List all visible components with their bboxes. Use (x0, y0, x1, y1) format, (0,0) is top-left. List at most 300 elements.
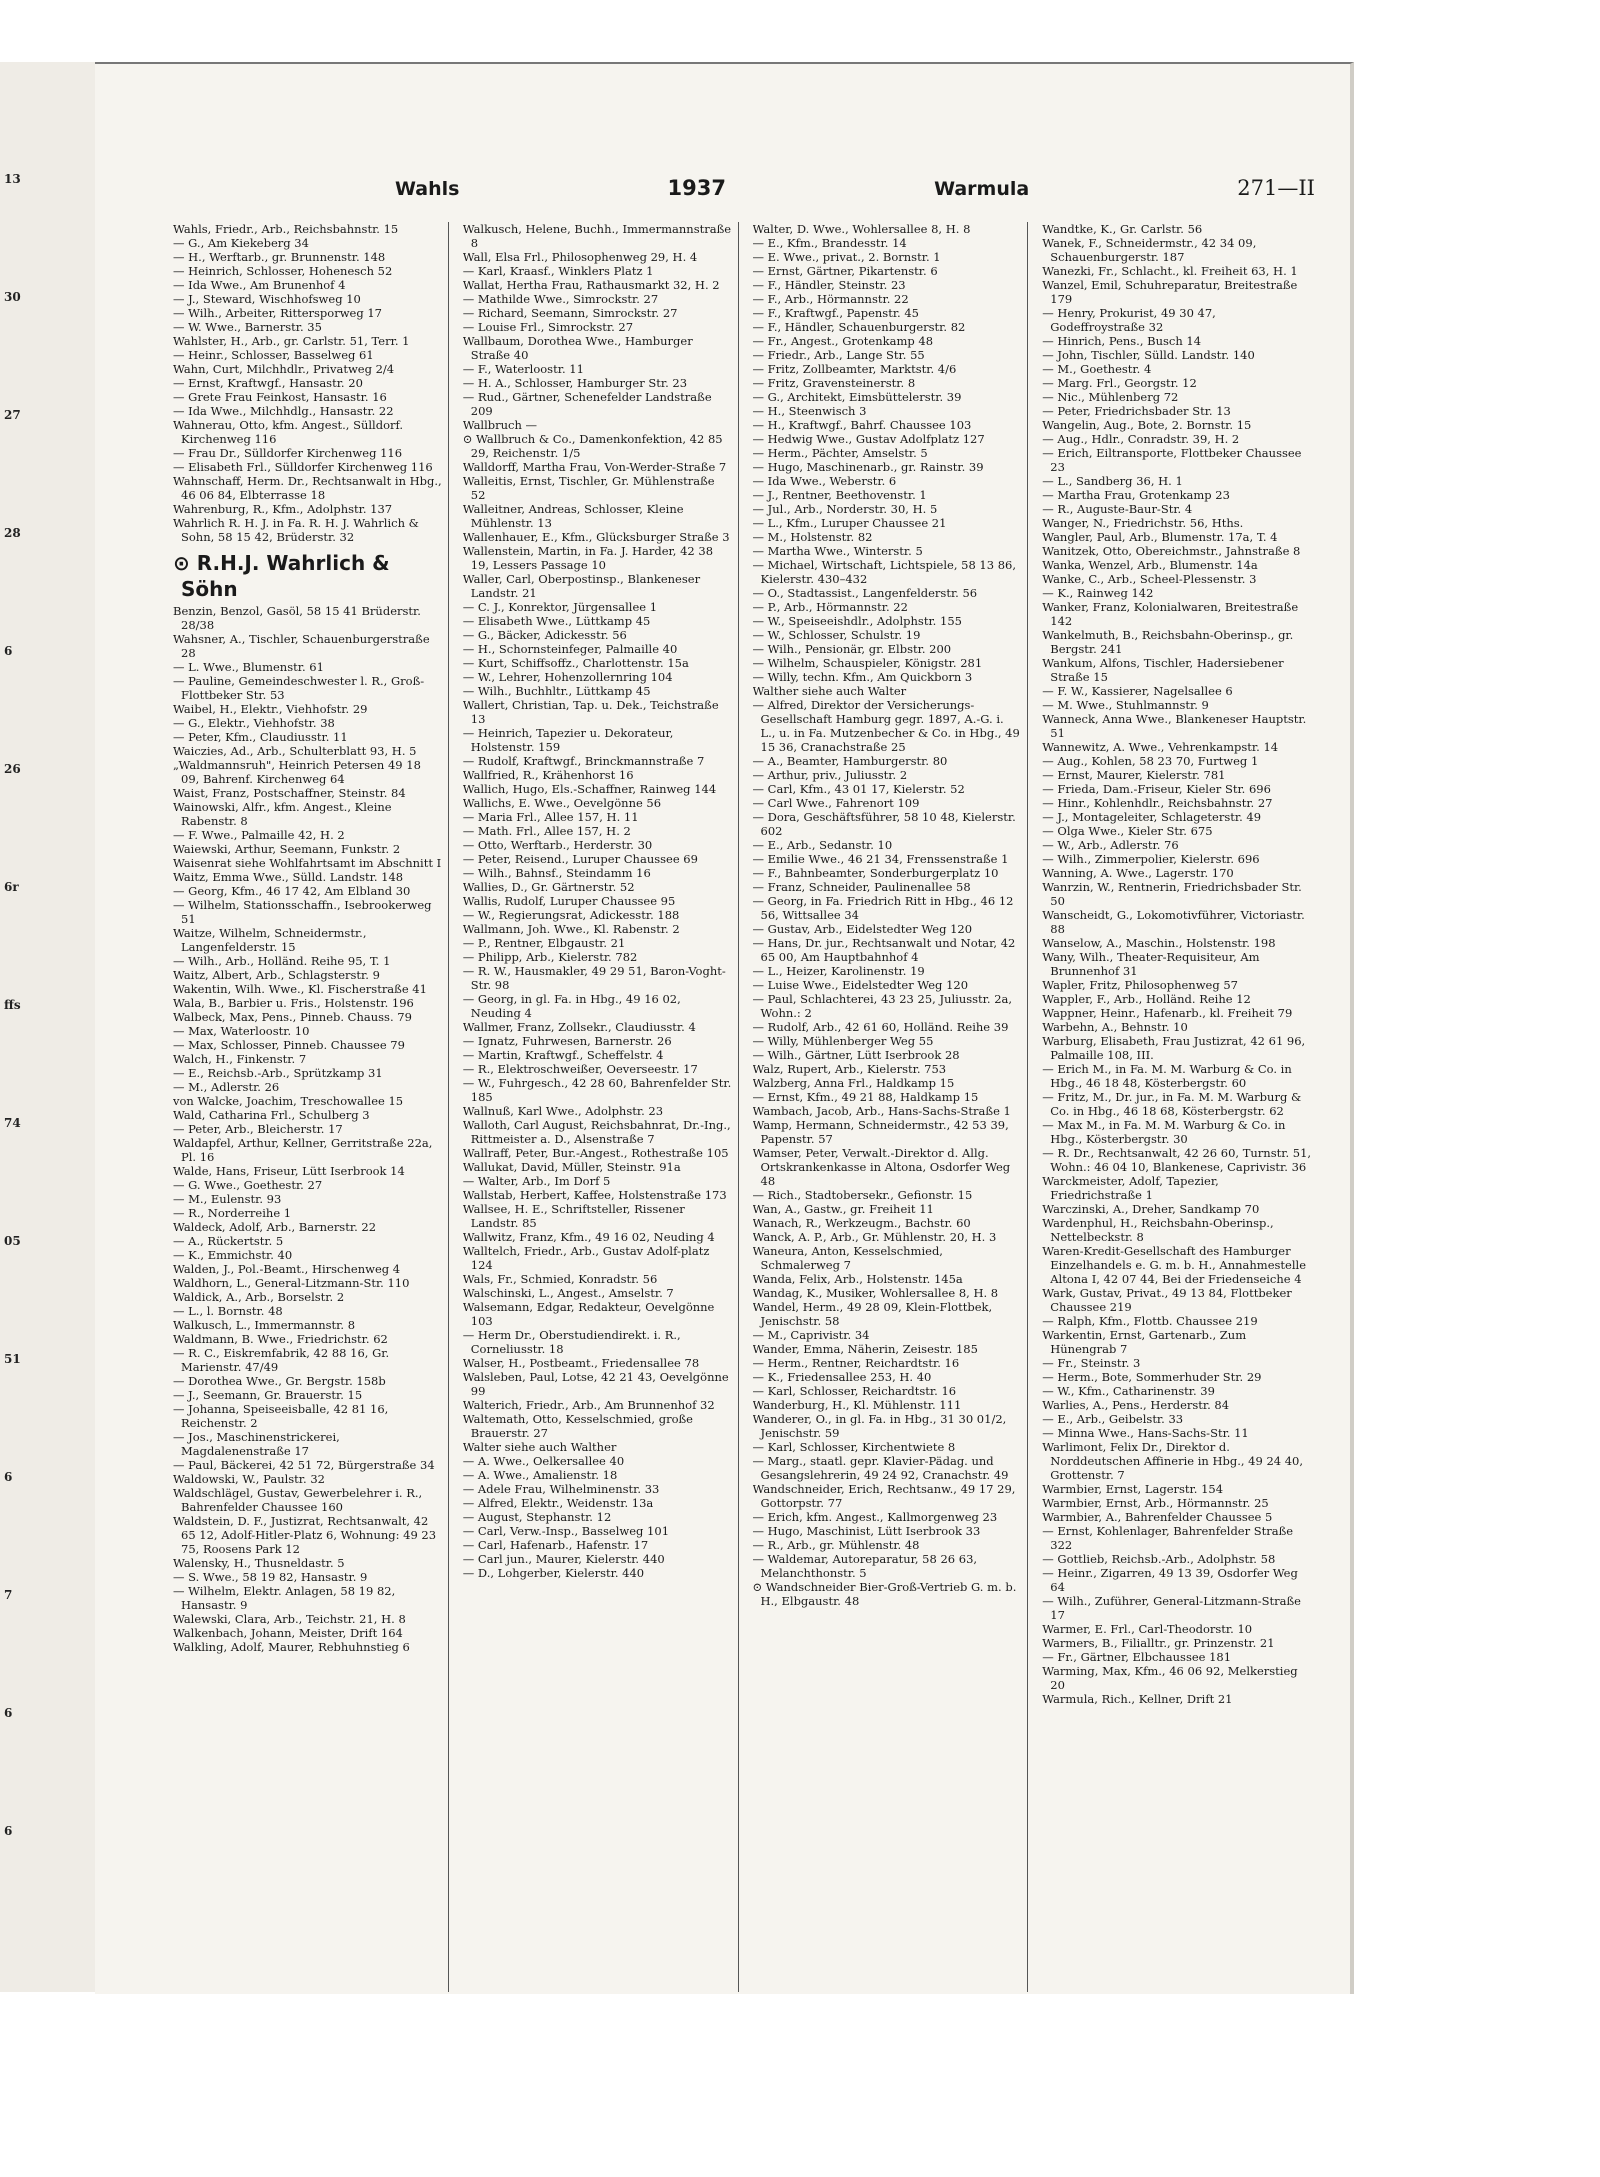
directory-entry: — R., Elektroschweißer, Oeverseestr. 17 (462, 1062, 698, 1076)
directory-entry: Waldmann, B. Wwe., Friedrichstr. 62 (173, 1332, 388, 1346)
directory-entry: — C. J., Konrektor, Jürgensallee 1 (462, 600, 658, 614)
directory-entry: Walz, Rupert, Arb., Kielerstr. 753 (752, 1062, 947, 1076)
directory-entry: — Wilhelm, Elektr. Anlagen, 58 19 82, Hansastr. 9 (173, 1584, 396, 1612)
directory-entry: Wala, B., Barbier u. Fris., Holstenstr. 196 (173, 996, 414, 1010)
directory-entry: — Heinr., Zigarren, 49 13 39, Osdorfer Weg 64 (1042, 1566, 1298, 1594)
directory-entry: Wanderburg, H., Kl. Mühlenstr. 111 (752, 1398, 962, 1412)
left-page-margin-number: 6 (4, 1824, 13, 1838)
directory-entry: — Jul., Arb., Norderstr. 30, H. 5 (752, 502, 938, 516)
directory-entry: Warmbier, Ernst, Arb., Hörmannstr. 25 (1042, 1496, 1269, 1510)
directory-entry: Wanneck, Anna Wwe., Blankeneser Hauptstr. 51 (1042, 712, 1307, 740)
directory-entry: — Fr., Steinstr. 3 (1042, 1356, 1141, 1370)
directory-entry: Waitz, Albert, Arb., Schlagsterstr. 9 (173, 968, 380, 982)
directory-entry: Wanck, A. P., Arb., Gr. Mühlenstr. 20, H. 3 (752, 1230, 997, 1244)
directory-entry: — Dora, Geschäftsführer, 58 10 48, Kielerstr. 602 (752, 810, 1016, 838)
directory-entry: Waisenrat siehe Wohlfahrtsamt im Abschnitt I (173, 856, 442, 870)
directory-entry: — L., l. Bornstr. 48 (173, 1304, 283, 1318)
left-page-margin-number: 26 (4, 762, 21, 776)
directory-entry: — Wilh., Arbeiter, Rittersporweg 17 (173, 306, 382, 320)
directory-entry: — Hans, Dr. jur., Rechtsanwalt und Notar, 42 65 00, Am Hauptbahnhof 4 (752, 936, 1016, 964)
directory-entry: — F. Wwe., Palmaille 42, H. 2 (173, 828, 345, 842)
directory-entry: Wallich, Hugo, Els.-Schaffner, Rainweg 144 (462, 782, 717, 796)
directory-entry: Walterich, Friedr., Arb., Am Brunnenhof 32 (462, 1398, 715, 1412)
directory-entry: — A., Rückertstr. 5 (173, 1234, 284, 1248)
directory-entry: — Hinrich, Pens., Busch 14 (1042, 334, 1202, 348)
directory-entry: — Marg., staatl. gepr. Klavier-Pädag. und Gesangslehrerin, 49 24 92, Cranachstr. 49 (752, 1454, 1009, 1482)
directory-entry: Walewski, Clara, Arb., Teichstr. 21, H. 8 (173, 1612, 406, 1626)
directory-entry: — R., Norderreihe 1 (173, 1206, 292, 1220)
directory-entry: — H., Kraftwgf., Bahrf. Chaussee 103 (752, 418, 972, 432)
directory-entry: — Heinrich, Tapezier u. Dekorateur, Holstenstr. 159 (462, 726, 674, 754)
directory-entry: Wallmann, Joh. Wwe., Kl. Rabenstr. 2 (462, 922, 680, 936)
directory-entry: Wanezki, Fr., Schlacht., kl. Freiheit 63, H. 1 (1042, 264, 1298, 278)
directory-entry: — Georg, in gl. Fa. in Hbg., 49 16 02, Neuding 4 (462, 992, 681, 1020)
directory-entry: — Martha Wwe., Winterstr. 5 (752, 544, 923, 558)
directory-entry: — M., Adlerstr. 26 (173, 1080, 280, 1094)
directory-entry: — Gustav, Arb., Eidelstedter Weg 120 (752, 922, 973, 936)
column-2 (463, 222, 739, 1992)
directory-entry: Warmer, E. Frl., Carl-Theodorstr. 10 (1042, 1622, 1253, 1636)
left-page-margin-number: ffs (4, 998, 21, 1012)
directory-entry: Walter, D. Wwe., Wohlersallee 8, H. 8 (752, 222, 971, 236)
directory-entry: Waldapfel, Arthur, Kellner, Gerritstraße 22a, Pl. 16 (173, 1136, 433, 1164)
directory-entry: — Ignatz, Fuhrwesen, Barnerstr. 26 (462, 1034, 672, 1048)
directory-entry: Wangelin, Aug., Bote, 2. Bornstr. 15 (1042, 418, 1252, 432)
directory-entry: — Willy, Mühlenberger Weg 55 (752, 1034, 934, 1048)
directory-entry: — H., Steenwisch 3 (752, 404, 867, 418)
directory-entry: — Fritz, Zollbeamter, Marktstr. 4/6 (752, 362, 957, 376)
directory-entry: — Wilh., Bahnsf., Steindamm 16 (462, 866, 651, 880)
directory-entry: Wappner, Heinr., Hafenarb., kl. Freiheit 79 (1042, 1006, 1293, 1020)
directory-entry: — Herm., Pächter, Amselstr. 5 (752, 446, 928, 460)
directory-entry: — R. W., Hausmakler, 49 29 51, Baron-Voght-Str. 98 (462, 964, 726, 992)
directory-entry: Wany, Wilh., Theater-Requisiteur, Am Brunnenhof 31 (1042, 950, 1260, 978)
directory-entry: — Hinr., Kohlenhdlr., Reichsbahnstr. 27 (1042, 796, 1273, 810)
directory-entry: — Johanna, Speiseeisballe, 42 81 16, Reichenstr. 2 (173, 1402, 389, 1430)
directory-entry: — Peter, Reisend., Luruper Chaussee 69 (462, 852, 698, 866)
directory-entry: Wallukat, David, Müller, Steinstr. 91a (462, 1160, 681, 1174)
directory-entry: — Ida Wwe., Am Brunenhof 4 (173, 278, 346, 292)
directory-entry: — Minna Wwe., Hans-Sachs-Str. 11 (1042, 1426, 1249, 1440)
directory-entry: Walde, Hans, Friseur, Lütt Iserbrook 14 (173, 1164, 405, 1178)
directory-entry: Waller, Carl, Oberpostinsp., Blankeneser Landstr. 21 (462, 572, 701, 600)
directory-entry: — W., Lehrer, Hohenzollernring 104 (462, 670, 673, 684)
directory-entry: — F., Arb., Hörmannstr. 22 (752, 292, 909, 306)
left-page-margin-number: 6 (4, 644, 13, 658)
directory-entry: Walkusch, L., Immermannstr. 8 (173, 1318, 356, 1332)
directory-entry: Wappler, F., Arb., Holländ. Reihe 12 (1042, 992, 1251, 1006)
directory-entry: Walkusch, Helene, Buchh., Immermannstraße 8 (462, 222, 732, 250)
directory-entry: Wald, Catharina Frl., Schulberg 3 (173, 1108, 370, 1122)
directory-entry: — A., Beamter, Hamburgerstr. 80 (752, 754, 948, 768)
directory-entry: — Wilh., Arb., Holländ. Reihe 95, T. 1 (173, 954, 391, 968)
directory-entry: — Heinrich, Schlosser, Hohenesch 52 (173, 264, 393, 278)
directory-entry: Warburg, Elisabeth, Frau Justizrat, 42 61 96, Palmaille 108, III. (1042, 1034, 1306, 1062)
directory-entry: — Herm Dr., Oberstudiendirekt. i. R., Corneliusstr. 18 (462, 1328, 681, 1356)
directory-entry: Warmbier, Ernst, Lagerstr. 154 (1042, 1482, 1224, 1496)
directory-entry: — Karl, Schlosser, Kirchentwiete 8 (752, 1440, 956, 1454)
directory-entry: Wanda, Felix, Arb., Holstenstr. 145a (752, 1272, 963, 1286)
directory-entry: Waiewski, Arthur, Seemann, Funkstr. 2 (173, 842, 401, 856)
directory-entry: Walden, J., Pol.-Beamt., Hirschenweg 4 (173, 1262, 401, 1276)
directory-entry: — Herm., Bote, Sommerhuder Str. 29 (1042, 1370, 1262, 1384)
directory-entry: — Maria Frl., Allee 157, H. 11 (462, 810, 639, 824)
left-page-margin-number: 30 (4, 290, 21, 304)
directory-entry: — W., Regierungsrat, Adickesstr. 188 (462, 908, 680, 922)
directory-entry: — R., Auguste-Baur-Str. 4 (1042, 502, 1193, 516)
directory-entry: — Michael, Wirtschaft, Lichtspiele, 58 13 86, Kielerstr. 430–432 (752, 558, 1017, 586)
directory-entry: — K., Emmichstr. 40 (173, 1248, 293, 1262)
directory-entry: Wals, Fr., Schmied, Konradstr. 56 (462, 1272, 658, 1286)
directory-entry: Warlimont, Felix Dr., Direktor d. Norddeutschen Affinerie in Hbg., 49 24 40, Grottenstr. 7 (1042, 1440, 1304, 1482)
directory-entry: — F., Waterloostr. 11 (462, 362, 584, 376)
directory-entry: Wahrenburg, R., Kfm., Adolphstr. 137 (173, 502, 393, 516)
directory-entry: Wanka, Wenzel, Arb., Blumenstr. 14a (1042, 558, 1258, 572)
directory-entry: Walloth, Carl August, Reichsbahnrat, Dr.-Ing., Rittmeister a. D., Alsenstraße 7 (462, 1118, 731, 1146)
directory-entry: — R., Arb., gr. Mühlenstr. 48 (752, 1538, 920, 1552)
directory-entry: Wakentin, Wilh. Wwe., Kl. Fischerstraße 41 (173, 982, 427, 996)
directory-entry: — Fritz, Gravensteinerstr. 8 (752, 376, 916, 390)
directory-entry: Wallert, Christian, Tap. u. Dek., Teichstraße 13 (462, 698, 719, 726)
directory-entry: — Hedwig Wwe., Gustav Adolfplatz 127 (752, 432, 985, 446)
directory-entry: Warmers, B., Filialltr., gr. Prinzenstr. 21 (1042, 1636, 1275, 1650)
directory-entry: — E., Arb., Geibelstr. 33 (1042, 1412, 1184, 1426)
directory-entry: Walbeck, Max, Pens., Pinneb. Chauss. 79 (173, 1010, 412, 1024)
directory-entry: — Kurt, Schiffsoffz., Charlottenstr. 15a (462, 656, 689, 670)
directory-entry: Wanzel, Emil, Schuhreparatur, Breitestraße 179 (1042, 278, 1298, 306)
directory-entry: — H., Werftarb., gr. Brunnenstr. 148 (173, 250, 386, 264)
directory-entry: — M., Holstenstr. 82 (752, 530, 873, 544)
directory-entry: — Otto, Werftarb., Herderstr. 30 (462, 838, 653, 852)
directory-entry: Waltemath, Otto, Kesselschmied, große Brauerstr. 27 (462, 1412, 693, 1440)
directory-entry: Wanker, Franz, Kolonialwaren, Breitestraße 142 (1042, 600, 1299, 628)
directory-entry: Wandtke, K., Gr. Carlstr. 56 (1042, 222, 1203, 236)
directory-entry: Walch, H., Finkenstr. 7 (173, 1052, 307, 1066)
directory-entry: Wahrlich R. H. J. in Fa. R. H. J. Wahrlich & Sohn, 58 15 42, Brüderstr. 32 (173, 516, 419, 544)
directory-entry: — Carl jun., Maurer, Kielerstr. 440 (462, 1552, 665, 1566)
directory-entry: — Peter, Friedrichsbader Str. 13 (1042, 404, 1231, 418)
directory-entry: — Franz, Schneider, Paulinenallee 58 (752, 880, 971, 894)
directory-entry: — Wilhelm, Schauspieler, Königstr. 281 (752, 656, 983, 670)
directory-entry: — Grete Frau Feinkost, Hansastr. 16 (173, 390, 387, 404)
directory-entry: Walkenbach, Johann, Meister, Drift 164 (173, 1626, 403, 1640)
left-page-margin-number: 28 (4, 526, 21, 540)
directory-entry: Wark, Gustav, Privat., 49 13 84, Flottbeker Chaussee 219 (1042, 1286, 1292, 1314)
directory-entry: — Paul, Bäckerei, 42 51 72, Bürgerstraße 34 (173, 1458, 435, 1472)
directory-entry: Waldeck, Adolf, Arb., Barnerstr. 22 (173, 1220, 377, 1234)
directory-entry: — Dorothea Wwe., Gr. Bergstr. 158b (173, 1374, 386, 1388)
directory-entry: Waldick, A., Arb., Borselstr. 2 (173, 1290, 345, 1304)
directory-entry: Wallenstein, Martin, in Fa. J. Harder, 42 38 19, Lessers Passage 10 (462, 544, 714, 572)
directory-entry: — K., Friedensallee 253, H. 40 (752, 1370, 932, 1384)
directory-entry: — Karl, Kraasf., Winklers Platz 1 (462, 264, 654, 278)
directory-entry: — Rudolf, Arb., 42 61 60, Holländ. Reihe 39 (752, 1020, 1009, 1034)
directory-entry: — Richard, Seemann, Simrockstr. 27 (462, 306, 678, 320)
directory-entry: — A. Wwe., Amalienstr. 18 (462, 1468, 618, 1482)
directory-entry: — Emilie Wwe., 46 21 34, Frenssenstraße 1 (752, 852, 1009, 866)
directory-entry: Walschinski, L., Angest., Amselstr. 7 (462, 1286, 674, 1300)
directory-entry: — Hugo, Maschinenarb., gr. Rainstr. 39 (752, 460, 984, 474)
directory-entry: — Ida Wwe., Milchhdlg., Hansastr. 22 (173, 404, 394, 418)
directory-entry: Wandel, Herm., 49 28 09, Klein-Flottbek, Jenischstr. 58 (752, 1300, 993, 1328)
directory-entry: Warbehn, A., Behnstr. 10 (1042, 1020, 1188, 1034)
directory-entry: — F., Händler, Schauenburgerstr. 82 (752, 320, 966, 334)
directory-entry: Wannewitz, A. Wwe., Vehrenkampstr. 14 (1042, 740, 1279, 754)
directory-entry: — Karl, Schlosser, Reichardtstr. 16 (752, 1384, 957, 1398)
directory-entry: — Olga Wwe., Kieler Str. 675 (1042, 824, 1213, 838)
directory-entry: — Elisabeth Wwe., Lüttkamp 45 (462, 614, 651, 628)
directory-entry: Wallnuß, Karl Wwe., Adolphstr. 23 (462, 1104, 664, 1118)
directory-entry: — H., Schornsteinfeger, Palmaille 40 (462, 642, 678, 656)
directory-entry: Waldhorn, L., General-Litzmann-Str. 110 (173, 1276, 410, 1290)
directory-entry: Walleitis, Ernst, Tischler, Gr. Mühlenstraße 52 (462, 474, 715, 502)
directory-entry: Wanrzin, W., Rentnerin, Friedrichsbader Str. 50 (1042, 880, 1302, 908)
directory-entry: — Arthur, priv., Juliusstr. 2 (752, 768, 908, 782)
directory-entry: — Henry, Prokurist, 49 30 47, Godeffroystraße 32 (1042, 306, 1216, 334)
directory-entry: Wanscheidt, G., Lokomotivführer, Victoriastr. 88 (1042, 908, 1305, 936)
directory-entry: — Wilh., Zuführer, General-Litzmann-Straße 17 (1042, 1594, 1301, 1622)
directory-entry: — Luise Wwe., Eidelstedter Weg 120 (752, 978, 969, 992)
directory-entry: Wallstab, Herbert, Kaffee, Holstenstraße 173 (462, 1188, 727, 1202)
directory-entry: — Erich, kfm. Angest., Kallmorgenweg 23 (752, 1510, 998, 1524)
directory-entry: Waist, Franz, Postschaffner, Steinstr. 84 (173, 786, 406, 800)
left-page-margin-number: 74 (4, 1116, 21, 1130)
directory-entry: Wander, Emma, Näherin, Zeisestr. 185 (752, 1342, 978, 1356)
column-4 (1042, 222, 1318, 1992)
directory-entry: Walkling, Adolf, Maurer, Rebhuhnstieg 6 (173, 1640, 410, 1654)
directory-entry: — A. Wwe., Oelkersallee 40 (462, 1454, 625, 1468)
directory-entry: — Waldemar, Autoreparatur, 58 26 63, Melanchthonstr. 5 (752, 1552, 978, 1580)
directory-entry: Walzberg, Anna Frl., Haldkamp 15 (752, 1076, 955, 1090)
directory-entry: Walldorff, Martha Frau, Von-Werder-Straße 7 (462, 460, 727, 474)
directory-entry: — Rudolf, Kraftwgf., Brinckmannstraße 7 (462, 754, 705, 768)
directory-entry: Warkentin, Ernst, Gartenarb., Zum Hünengrab 7 (1042, 1328, 1247, 1356)
header-first-entry: Wahls (395, 178, 460, 200)
directory-entry: — Martha Frau, Grotenkamp 23 (1042, 488, 1230, 502)
left-page-margin-number: 13 (4, 172, 21, 186)
directory-entry: Wanitzek, Otto, Obereichmstr., Jahnstraße 8 (1042, 544, 1301, 558)
directory-entry: Waldstein, D. F., Justizrat, Rechtsanwalt, 42 65 12, Adolf-Hitler-Platz 6, Wohnung: 49 23 75, Roosens Park 12 (173, 1514, 437, 1556)
header-last-entry: Warmula (934, 178, 1030, 200)
directory-entry: ⊙ Wallbruch & Co., Damenkonfektion, 42 85 29, Reichenstr. 1/5 (462, 432, 723, 460)
directory-entry: Wapler, Fritz, Philosophenweg 57 (1042, 978, 1238, 992)
directory-entry: — Fritz, M., Dr. jur., in Fa. M. M. Warburg & Co. in Hbg., 46 18 68, Kösterbergstr. 62 (1042, 1090, 1302, 1118)
directory-entry: Wahls, Friedr., Arb., Reichsbahnstr. 15 (173, 222, 399, 236)
directory-entry: — P., Rentner, Elbgaustr. 21 (462, 936, 626, 950)
directory-entry: Waibel, H., Elektr., Viehhofstr. 29 (173, 702, 368, 716)
directory-entry: — Frieda, Dam.-Friseur, Kieler Str. 696 (1042, 782, 1271, 796)
directory-entry: Wallbruch — (462, 418, 538, 432)
directory-entry: — Wilhelm, Stationsschaffn., Isebrookerweg 51 (173, 898, 432, 926)
directory-entry: — Herm., Rentner, Reichardtstr. 16 (752, 1356, 960, 1370)
directory-entry: Wan, A., Gastw., gr. Freiheit 11 (752, 1202, 934, 1216)
directory-entry: — Max M., in Fa. M. M. Warburg & Co. in Hbg., Kösterbergstr. 30 (1042, 1118, 1286, 1146)
directory-entry: — Max, Schlosser, Pinneb. Chaussee 79 (173, 1038, 405, 1052)
directory-entry: Wainowski, Alfr., kfm. Angest., Kleine Rabenstr. 8 (173, 800, 392, 828)
left-page-margin-number: 6 (4, 1470, 13, 1484)
directory-entry: — Rud., Gärtner, Schenefelder Landstraße 209 (462, 390, 712, 418)
directory-entry: Waldschlägel, Gustav, Gewerbelehrer i. R., Bahrenfelder Chaussee 160 (173, 1486, 423, 1514)
directory-entry: — L., Heizer, Karolinenstr. 19 (752, 964, 925, 978)
directory-entry: von Walcke, Joachim, Treschowallee 15 (173, 1094, 404, 1108)
directory-entry: — Max, Waterloostr. 10 (173, 1024, 310, 1038)
directory-entry: Wamp, Hermann, Schneidermstr., 42 53 39, Papenstr. 57 (752, 1118, 1009, 1146)
directory-entry: — W., Speiseeishdlr., Adolphstr. 155 (752, 614, 962, 628)
directory-entry: — J., Montageleiter, Schlageterstr. 49 (1042, 810, 1262, 824)
directory-entry: — K., Rainweg 142 (1042, 586, 1154, 600)
directory-entry: — F., Händler, Steinstr. 23 (752, 278, 906, 292)
directory-entry: Wahn, Curt, Milchhdlr., Privatweg 2/4 (173, 362, 395, 376)
directory-entry: — M., Eulenstr. 93 (173, 1192, 282, 1206)
directory-entry: Walsemann, Edgar, Redakteur, Oevelgönne 103 (462, 1300, 715, 1328)
directory-entry: — W. Wwe., Barnerstr. 35 (173, 320, 322, 334)
directory-entry: Wallies, D., Gr. Gärtnerstr. 52 (462, 880, 635, 894)
directory-entry: — H. A., Schlosser, Hamburger Str. 23 (462, 376, 688, 390)
directory-entry: Wallmer, Franz, Zollsekr., Claudiusstr. 4 (462, 1020, 696, 1034)
page-header (395, 176, 1315, 212)
directory-entry: — Willy, techn. Kfm., Am Quickborn 3 (752, 670, 973, 684)
directory-entry: — Mathilde Wwe., Simrockstr. 27 (462, 292, 659, 306)
directory-entry: — J., Steward, Wischhofsweg 10 (173, 292, 361, 306)
directory-entry: Waitze, Wilhelm, Schneidermstr., Langenfelderstr. 15 (173, 926, 367, 954)
directory-entry: Warmbier, A., Bahrenfelder Chaussee 5 (1042, 1510, 1273, 1524)
header-year: 1937 (667, 176, 726, 200)
directory-entry: — F. W., Kassierer, Nagelsallee 6 (1042, 684, 1233, 698)
directory-entry: — Ernst, Gärtner, Pikartenstr. 6 (752, 264, 938, 278)
directory-entry: Walser, H., Postbeamt., Friedensallee 78 (462, 1356, 700, 1370)
directory-entry: Waneura, Anton, Kesselschmied, Schmalerweg 7 (752, 1244, 943, 1272)
directory-entry: — Marg. Frl., Georgstr. 12 (1042, 376, 1197, 390)
directory-entry: — M., Caprivistr. 34 (752, 1328, 870, 1342)
directory-entry: Warmula, Rich., Kellner, Drift 21 (1042, 1692, 1233, 1706)
directory-entry: — D., Lohgerber, Kielerstr. 440 (462, 1566, 645, 1580)
directory-entry: — Aug., Hdlr., Conradstr. 39, H. 2 (1042, 432, 1240, 446)
directory-entry: — Georg, Kfm., 46 17 42, Am Elbland 30 (173, 884, 411, 898)
directory-entry: — Ernst, Kraftwgf., Hansastr. 20 (173, 376, 363, 390)
directory-entry: Benzin, Benzol, Gasöl, 58 15 41 Brüderstr. 28/38 (173, 604, 421, 632)
directory-entry: — S. Wwe., 58 19 82, Hansastr. 9 (173, 1570, 368, 1584)
directory-entry: — F., Bahnbeamter, Sonderburgerplatz 10 (752, 866, 999, 880)
directory-entry: — Georg, in Fa. Friedrich Ritt in Hbg., 46 12 56, Wittsallee 34 (752, 894, 1014, 922)
directory-entry: Waldowski, W., Paulstr. 32 (173, 1472, 325, 1486)
directory-entry: Waitz, Emma Wwe., Sülld. Landstr. 148 (173, 870, 404, 884)
directory-entry: — Gottlieb, Reichsb.-Arb., Adolphstr. 58 (1042, 1552, 1276, 1566)
directory-entry: Wahnschaff, Herm. Dr., Rechtsanwalt in Hbg., 46 06 84, Elbterrasse 18 (173, 474, 442, 502)
directory-entry: — Adele Frau, Wilhelminenstr. 33 (462, 1482, 660, 1496)
directory-entry: — G. Wwe., Goethestr. 27 (173, 1178, 323, 1192)
advertisement-heading: ⊙ R.H.J. Wahrlich & Söhn (173, 551, 390, 601)
column-1 (173, 222, 449, 1992)
directory-entry: — Erich M., in Fa. M. M. Warburg & Co. in Hbg., 46 18 48, Kösterbergstr. 60 (1042, 1062, 1292, 1090)
directory-entry: — Walter, Arb., Im Dorf 5 (462, 1174, 611, 1188)
directory-entry: — Wilh., Pensionär, gr. Elbstr. 200 (752, 642, 952, 656)
directory-entry: — Hugo, Maschinist, Lütt Iserbrook 33 (752, 1524, 981, 1538)
column-3 (753, 222, 1029, 1992)
directory-entry: Wambach, Jacob, Arb., Hans-Sachs-Straße 1 (752, 1104, 1011, 1118)
directory-entry: Warming, Max, Kfm., 46 06 92, Melkerstieg 20 (1042, 1664, 1298, 1692)
directory-entry: Wanke, C., Arb., Scheel-Plessenstr. 3 (1042, 572, 1257, 586)
directory-entry: — J., Seemann, Gr. Brauerstr. 15 (173, 1388, 363, 1402)
directory-entry: — Alfred, Direktor der Versicherungs-Gesellschaft Hamburg gegr. 1897, A.-G. i. L., u. in Fa. Mutzenbecher & Co. in Hbg., 49 15 36, Cranachstraße 25 (752, 698, 1020, 754)
directory-entry: Wallfried, R., Krähenhorst 16 (462, 768, 634, 782)
directory-entry: — W., Kfm., Catharinenstr. 39 (1042, 1384, 1215, 1398)
directory-entry: — Martin, Kraftwgf., Scheffelstr. 4 (462, 1048, 664, 1062)
directory-entry: — Fr., Angest., Grotenkamp 48 (752, 334, 934, 348)
left-page-margin-number: 27 (4, 408, 21, 422)
directory-entry: — M., Goethestr. 4 (1042, 362, 1152, 376)
directory-entry: — L., Sandberg 36, H. 1 (1042, 474, 1183, 488)
directory-entry: Wandschneider, Erich, Rechtsanw., 49 17 29, Gottorpstr. 77 (752, 1482, 1016, 1510)
page-number: 271—II (1237, 176, 1315, 200)
directory-entry: Wangler, Paul, Arb., Blumenstr. 17a, T. 4 (1042, 530, 1278, 544)
directory-entry: — Alfred, Elektr., Weidenstr. 13a (462, 1496, 654, 1510)
directory-entry: — O., Stadtassist., Langenfelderstr. 56 (752, 586, 978, 600)
directory-entry: — Rich., Stadtobersekr., Gefionstr. 15 (752, 1188, 973, 1202)
left-page-margin-number: 6r (4, 880, 19, 894)
directory-entry: Warckmeister, Adolf, Tapezier, Friedrichstraße 1 (1042, 1174, 1219, 1202)
directory-entry: Wallsee, H. E., Schriftsteller, Rissener Landstr. 85 (462, 1202, 685, 1230)
directory-entry: Warczinski, A., Dreher, Sandkamp 70 (1042, 1202, 1260, 1216)
directory-entry: — E., Reichsb.-Arb., Sprützkamp 31 (173, 1066, 383, 1080)
directory-entry: — Frau Dr., Sülldorfer Kirchenweg 116 (173, 446, 403, 460)
directory-entry: — R. Dr., Rechtsanwalt, 42 26 60, Turnstr. 51, Wohn.: 46 04 10, Blankenese, Caprivistr. 36 (1042, 1146, 1312, 1174)
directory-entry: Wanderer, O., in gl. Fa. in Hbg., 31 30 01/2, Jenischstr. 59 (752, 1412, 1007, 1440)
directory-entry: Wankum, Alfons, Tischler, Hadersiebener Straße 15 (1042, 656, 1284, 684)
directory-entry: — Pauline, Gemeindeschwester l. R., Groß-Flottbeker Str. 53 (173, 674, 425, 702)
directory-entry: — E., Arb., Sedanstr. 10 (752, 838, 893, 852)
directory-entry: — Heinr., Schlosser, Basselweg 61 (173, 348, 374, 362)
directory-entry: — Carl, Kfm., 43 01 17, Kielerstr. 52 (752, 782, 965, 796)
directory-entry: — W., Schlosser, Schulstr. 19 (752, 628, 921, 642)
directory-entry: — G., Am Kiekeberg 34 (173, 236, 309, 250)
directory-entry: — Peter, Kfm., Claudiusstr. 11 (173, 730, 348, 744)
directory-entry: Walltelch, Friedr., Arb., Gustav Adolf-platz 124 (462, 1244, 710, 1272)
directory-entry: Wankelmuth, B., Reichsbahn-Oberinsp., gr. Bergstr. 241 (1042, 628, 1294, 656)
directory-entry: — G., Bäcker, Adickesstr. 56 (462, 628, 627, 642)
directory-entry: — Wilh., Buchhltr., Lüttkamp 45 (462, 684, 651, 698)
directory-entry: — Carl, Hafenarb., Hafenstr. 17 (462, 1538, 649, 1552)
directory-entry: Wahlster, H., Arb., gr. Carlstr. 51, Terr. 1 (173, 334, 410, 348)
directory-entry: — Aug., Kohlen, 58 23 70, Furtweg 1 (1042, 754, 1259, 768)
directory-entry: Wanek, F., Schneidermstr., 42 34 09, Schauenburgerstr. 187 (1042, 236, 1257, 264)
directory-entry: — G., Architekt, Eimsbüttelerstr. 39 (752, 390, 962, 404)
directory-entry: Wall, Elsa Frl., Philosophenweg 29, H. 4 (462, 250, 698, 264)
directory-entry: — Wilh., Zimmerpolier, Kielerstr. 696 (1042, 852, 1260, 866)
directory-entry: — Ralph, Kfm., Flottb. Chaussee 219 (1042, 1314, 1258, 1328)
directory-entry: Walensky, H., Thusneldastr. 5 (173, 1556, 345, 1570)
directory-entry: — Louise Frl., Simrockstr. 27 (462, 320, 634, 334)
directory-entry: Walter siehe auch Walther (462, 1440, 617, 1454)
directory-entry: — J., Rentner, Beethovenstr. 1 (752, 488, 927, 502)
directory-entry: — Erich, Eiltransporte, Flottbeker Chaussee 23 (1042, 446, 1302, 474)
directory-entry: Wallat, Hertha Frau, Rathausmarkt 32, H. 2 (462, 278, 720, 292)
directory-entry: Wallichs, E. Wwe., Oevelgönne 56 (462, 796, 662, 810)
directory-entry: — Jos., Maschinenstrickerei, Magdalenenstraße 17 (173, 1430, 340, 1458)
left-page-margin-number: 51 (4, 1352, 21, 1366)
directory-entry: — Elisabeth Frl., Sülldorfer Kirchenweg 116 (173, 460, 433, 474)
directory-entry: — Nic., Mühlenberg 72 (1042, 390, 1179, 404)
directory-entry: — F., Kraftwgf., Papenstr. 45 (752, 306, 920, 320)
directory-entry: — Ida Wwe., Weberstr. 6 (752, 474, 897, 488)
directory-entry: — Paul, Schlachterei, 43 23 25, Juliusstr. 2a, Wohn.: 2 (752, 992, 1013, 1020)
directory-entry: — John, Tischler, Sülld. Landstr. 140 (1042, 348, 1255, 362)
directory-entry: — M. Wwe., Stuhlmannstr. 9 (1042, 698, 1209, 712)
directory-entry: Wanger, N., Friedrichstr. 56, Hths. (1042, 516, 1244, 530)
directory-entry: — W., Fuhrgesch., 42 28 60, Bahrenfelder Str. 185 (462, 1076, 732, 1104)
directory-entry: — Peter, Arb., Bleicherstr. 17 (173, 1122, 343, 1136)
directory-entry: ⊙ Wandschneider Bier-Groß-Vertrieb G. m. b. H., Elbgaustr. 48 (752, 1580, 1017, 1608)
directory-entry: Wallenhauer, E., Kfm., Glücksburger Straße 3 (462, 530, 730, 544)
